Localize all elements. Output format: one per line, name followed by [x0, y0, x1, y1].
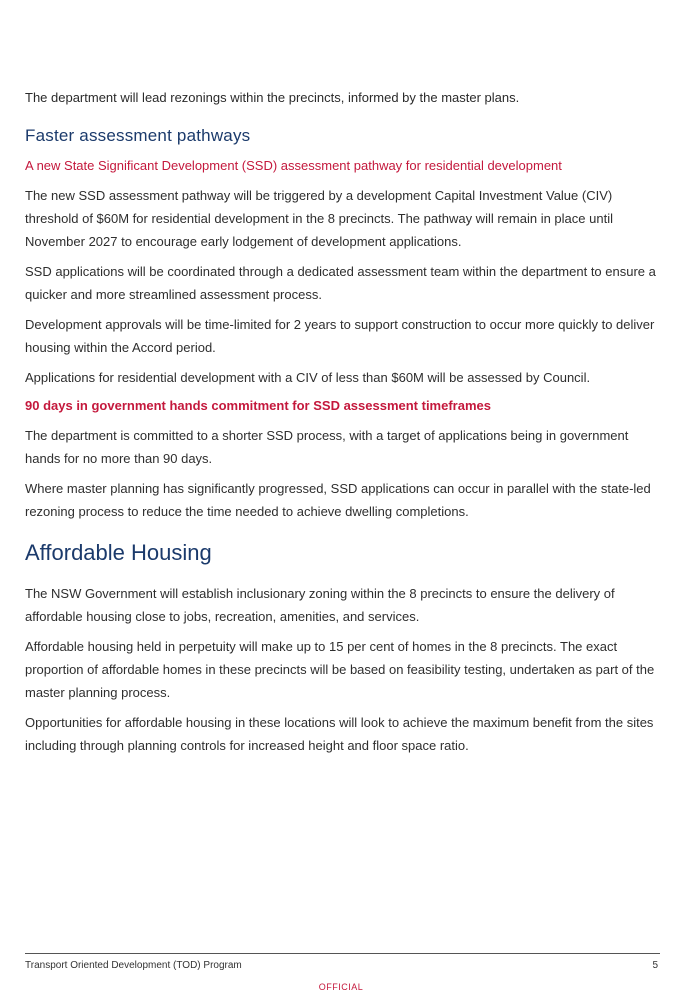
ssd-pathway-paragraph-3: Development approvals will be time-limited for 2 years to support construction to occur more quickly to deliver housing within the Accord period.	[25, 317, 655, 355]
footer-document-title: Transport Oriented Development (TOD) Program	[25, 960, 242, 971]
footer-page-number: 5	[652, 960, 658, 971]
ssd-pathway-paragraph-4: Applications for residential development with a CIV of less than $60M will be assessed by Council.	[25, 370, 591, 385]
ninety-days-paragraph-2: Where master planning has significantly progressed, SSD applications can occur in parallel with the state-led rezoning process to reduce the time needed to achieve dwelling completions.	[25, 481, 651, 519]
affordable-housing-section	[25, 582, 660, 764]
intro-paragraph: The department will lead rezonings within the precincts, informed by the master plans.	[25, 90, 520, 105]
footer-divider	[25, 953, 660, 954]
security-classification-label: OFFICIAL	[318, 982, 364, 992]
ssd-pathway-paragraph-1: The new SSD assessment pathway will be triggered by a development Capital Investment Value (CIV) threshold of $60M for residential development in the 8 precincts. The pathway will remain in place until November 2027 to encourage early lodgement of development applications.	[25, 188, 613, 249]
affordable-paragraph-2: Affordable housing held in perpetuity will make up to 15 per cent of homes in the 8 precincts. The exact proportion of affordable homes in these precincts will be based on feasibility testing, undertaken as part of the master planning process.	[25, 639, 655, 700]
faster-assessment-section	[25, 156, 660, 530]
faster-assessment-heading: Faster assessment pathways	[25, 126, 251, 145]
affordable-paragraph-1: The NSW Government will establish inclusionary zoning within the 8 precincts to ensure the delivery of affordable housing close to jobs, recreation, amenities, and services.	[25, 586, 615, 624]
ssd-pathway-subheading: A new State Significant Development (SSD) assessment pathway for residential development	[25, 158, 562, 173]
ninety-days-paragraph-1: The department is committed to a shorter SSD process, with a target of applications being in government hands for no more than 90 days.	[25, 428, 629, 466]
ninety-days-subheading: 90 days in government hands commitment for SSD assessment timeframes	[25, 398, 491, 413]
affordable-housing-heading: Affordable Housing	[25, 540, 212, 565]
affordable-paragraph-3: Opportunities for affordable housing in these locations will look to achieve the maximum benefit from the sites including through planning controls for increased height and floor space ratio.	[25, 715, 654, 753]
ssd-pathway-paragraph-2: SSD applications will be coordinated through a dedicated assessment team within the department to ensure a quicker and more streamlined assessment process.	[25, 264, 656, 302]
